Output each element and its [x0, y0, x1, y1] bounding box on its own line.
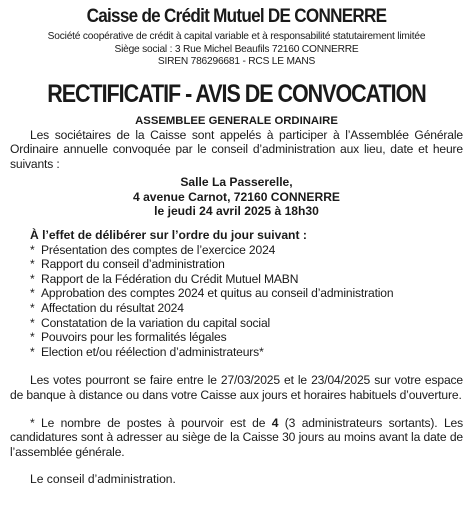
- agenda-bullet: *: [30, 271, 35, 286]
- agenda-title: À l’effet de délibérer sur l’ordre du jour suivant :: [30, 228, 307, 243]
- agenda-item: * Affectation du résultat 2024: [30, 301, 184, 316]
- agenda-item: * Constatation de la variation du capital social: [30, 315, 271, 330]
- voting-paragraph: Les votes pourront se faire entre le 27/03/2025 et le 23/04/2025 sur votre espace de banque à distance ou dans votre Caisse aux jours et horaires habituels d’ouverture.: [10, 373, 463, 402]
- agenda-item: * Rapport de la Fédération du Crédit Mutuel MABN: [30, 271, 299, 286]
- agenda-bullet: *: [30, 330, 35, 345]
- agenda-item: * Rapport du conseil d’administration: [30, 257, 225, 272]
- bank-name-title: Caisse de Crédit Mutuel DE CONNERRE: [86, 6, 387, 27]
- siren-rcs: SIREN 786296681 - RCS LE MANS: [157, 56, 316, 67]
- signature: Le conseil d’administration.: [30, 472, 176, 487]
- agenda-bullet: *: [30, 286, 35, 301]
- venue-block: [10, 175, 463, 219]
- agenda-item: * Présentation des comptes de l’exercice 2024: [30, 242, 276, 257]
- agenda-item: * Election et/ou réélection d’administrateurs*: [30, 344, 264, 359]
- seat-count: 4: [271, 415, 279, 430]
- venue-address: 4 avenue Carnot, 72160 CONNERRE: [132, 189, 340, 204]
- agenda-item: * Approbation des comptes 2024 et quitus au conseil d’administration: [30, 286, 394, 301]
- agenda-bullet: *: [30, 315, 35, 330]
- agenda-bullet: *: [30, 301, 35, 316]
- meeting-datetime: le jeudi 24 avril 2025 à 18h30: [154, 204, 319, 219]
- notice-headline: RECTIFICATIF - AVIS DE CONVOCATION: [47, 79, 426, 108]
- company-legal-status: Société coopérative de crédit à capital variable et à responsabilité statutairement limitée: [47, 31, 426, 42]
- venue-name: Salle La Passerelle,: [180, 175, 293, 190]
- intro-paragraph: Les sociétaires de la Caisse sont appelés à participer à l’Assemblée Générale Ordinaire annuelle convoquée par le conseil d’administration aux lieu, date et heure suivants :: [10, 127, 463, 171]
- agenda-item: * Pouvoirs pour les formalités légales: [30, 330, 227, 345]
- footnote-paragraph: * Le nombre de postes à pourvoir est de 4 (3 administrateurs sortants). Les candidatures sont à adresser au siège de la Caisse 30 jours au moins avant la date de l’assemblée générale.: [10, 415, 463, 459]
- agenda-list: [10, 243, 463, 360]
- agenda-bullet: *: [30, 242, 35, 257]
- meeting-type: ASSEMBLEE GENERALE ORDINAIRE: [135, 114, 338, 127]
- registered-office: Siège social : 3 Rue Michel Beaufils 72160 CONNERRE: [114, 43, 359, 55]
- agenda-bullet: *: [30, 257, 35, 272]
- agenda-bullet: *: [30, 344, 35, 359]
